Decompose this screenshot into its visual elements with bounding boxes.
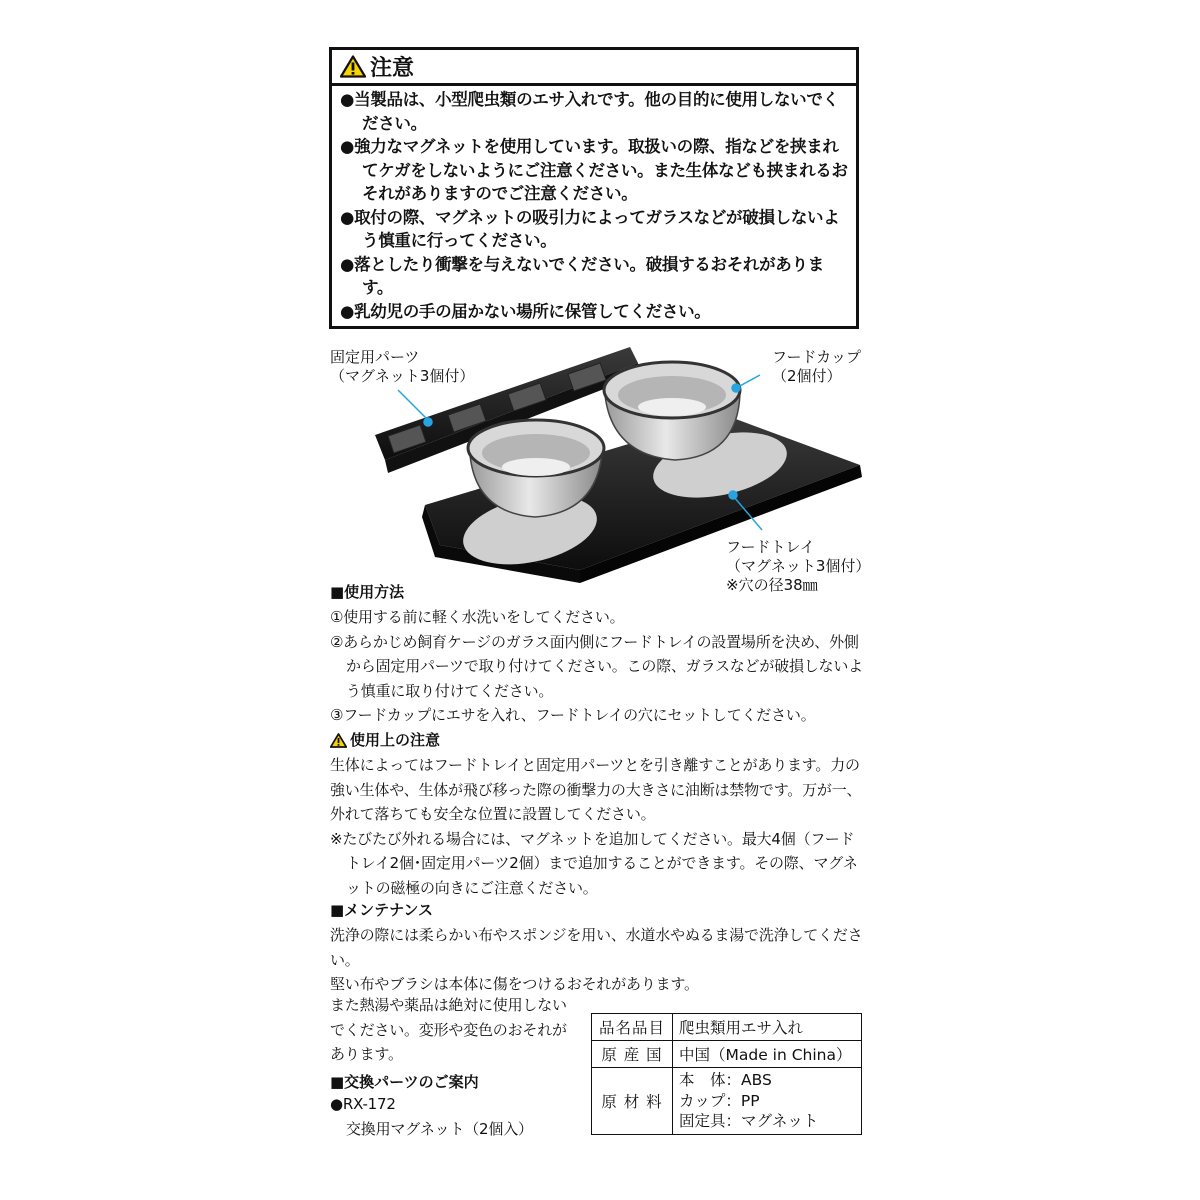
usage-caution-header bbox=[330, 730, 865, 750]
maintenance-heading: ■メンテナンス bbox=[330, 901, 433, 919]
maintenance-text: 洗浄の際には柔らかい布やスポンジを用い、水道水やぬるま湯で洗浄してください。 bbox=[330, 926, 863, 969]
maintenance-text: 堅い布やブラシは本体に傷をつけるおそれがあります。 bbox=[330, 975, 699, 993]
caution-item: ●落としたり衝撃を与えないでください。破損するおそれがあります。 bbox=[340, 254, 824, 297]
usage-caution-heading: 使用上の注意 bbox=[350, 731, 441, 749]
caution-item: ●乳幼児の手の届かない場所に保管してください。 bbox=[340, 301, 711, 321]
table-row bbox=[592, 1068, 862, 1135]
warning-icon bbox=[330, 733, 347, 748]
usage-step: ①使用する前に軽く水洗いをしてください。 bbox=[330, 608, 625, 626]
caution-item: ●当製品は、小型爬虫類のエサ入れです。他の目的に使用しないでください。 bbox=[340, 90, 839, 133]
table-row bbox=[592, 1014, 862, 1041]
replacement-section bbox=[330, 1072, 580, 1141]
spec-value: 中国（Made in China） bbox=[673, 1041, 862, 1068]
usage-heading: ■使用方法 bbox=[330, 583, 405, 601]
spec-value: カップ：PP bbox=[679, 1091, 760, 1110]
caution-header bbox=[332, 50, 856, 86]
table-row bbox=[592, 1041, 862, 1068]
usage-caution-text: 生体によってはフードトレイと固定用パーツとを引き離すことがあります。力の強い生体や、生体が飛び移った際の衝撃力の大きさに油断は禁物です。万が一、外れて落ちても安全な位置に設置してください。 bbox=[330, 756, 862, 823]
usage-step: ②あらかじめ飼育ケージのガラス面内側にフードトレイの設置場所を決め、外側から固定用パーツで取り付けてください。この際、ガラスなどが破損しないよう慎重に取り付けてください。 bbox=[330, 632, 863, 700]
usage-step: ③フードカップにエサを入れ、フードトレイの穴にセットしてください。 bbox=[330, 706, 816, 724]
caution-item: ●取付の際、マグネットの吸引力によってガラスなどが破損しないよう慎重に行ってください。 bbox=[340, 207, 840, 250]
spec-key: 原 産 国 bbox=[592, 1041, 673, 1068]
usage-caution-note: ※たびたび外れる場合には、マグネットを追加してください。最大4個（フードトレイ2個･固定用パーツ2個）まで追加することができます。その際、マグネットの磁極の向きにご注意ください。 bbox=[330, 829, 858, 897]
spec-value: 固定具：マグネット bbox=[679, 1112, 819, 1130]
spec-key: 原 材 料 bbox=[592, 1068, 673, 1135]
caution-box bbox=[329, 47, 859, 329]
spec-value: 本 体：ABS bbox=[679, 1071, 772, 1089]
replacement-desc: 交換用マグネット（2個入） bbox=[346, 1119, 533, 1138]
caution-title: 注意 bbox=[370, 56, 415, 81]
spec-key: 品名品目 bbox=[592, 1014, 673, 1041]
spec-value: 爬虫類用エサ入れ bbox=[673, 1014, 862, 1041]
spec-value-list bbox=[673, 1068, 862, 1135]
food-cup-label: フードカップ （2個付） bbox=[772, 348, 861, 385]
caution-item: ●強力なマグネットを使用しています。取扱いの際、指などを挟まれてケガをしないようにご注意ください。また生体なども挟まれるおそれがありますのでご注意ください。 bbox=[340, 137, 848, 203]
usage-caution-section bbox=[330, 730, 865, 900]
spec-table bbox=[591, 1013, 862, 1135]
replacement-model: ●RX-172 bbox=[330, 1095, 396, 1113]
caution-list bbox=[332, 86, 856, 323]
warning-icon bbox=[340, 55, 366, 78]
maintenance-text: また熱湯や薬品は絶対に使用しないでください。変形や変色のおそれがあります。 bbox=[330, 996, 567, 1063]
maintenance-section bbox=[330, 900, 865, 997]
food-tray-label: フードトレイ （マグネット3個付） ※穴の径38㎜ bbox=[726, 538, 871, 594]
replacement-heading: ■交換パーツのご案内 bbox=[330, 1073, 479, 1091]
fixing-parts-label: 固定用パーツ （マグネット3個付） bbox=[330, 348, 475, 385]
usage-section bbox=[330, 582, 870, 728]
